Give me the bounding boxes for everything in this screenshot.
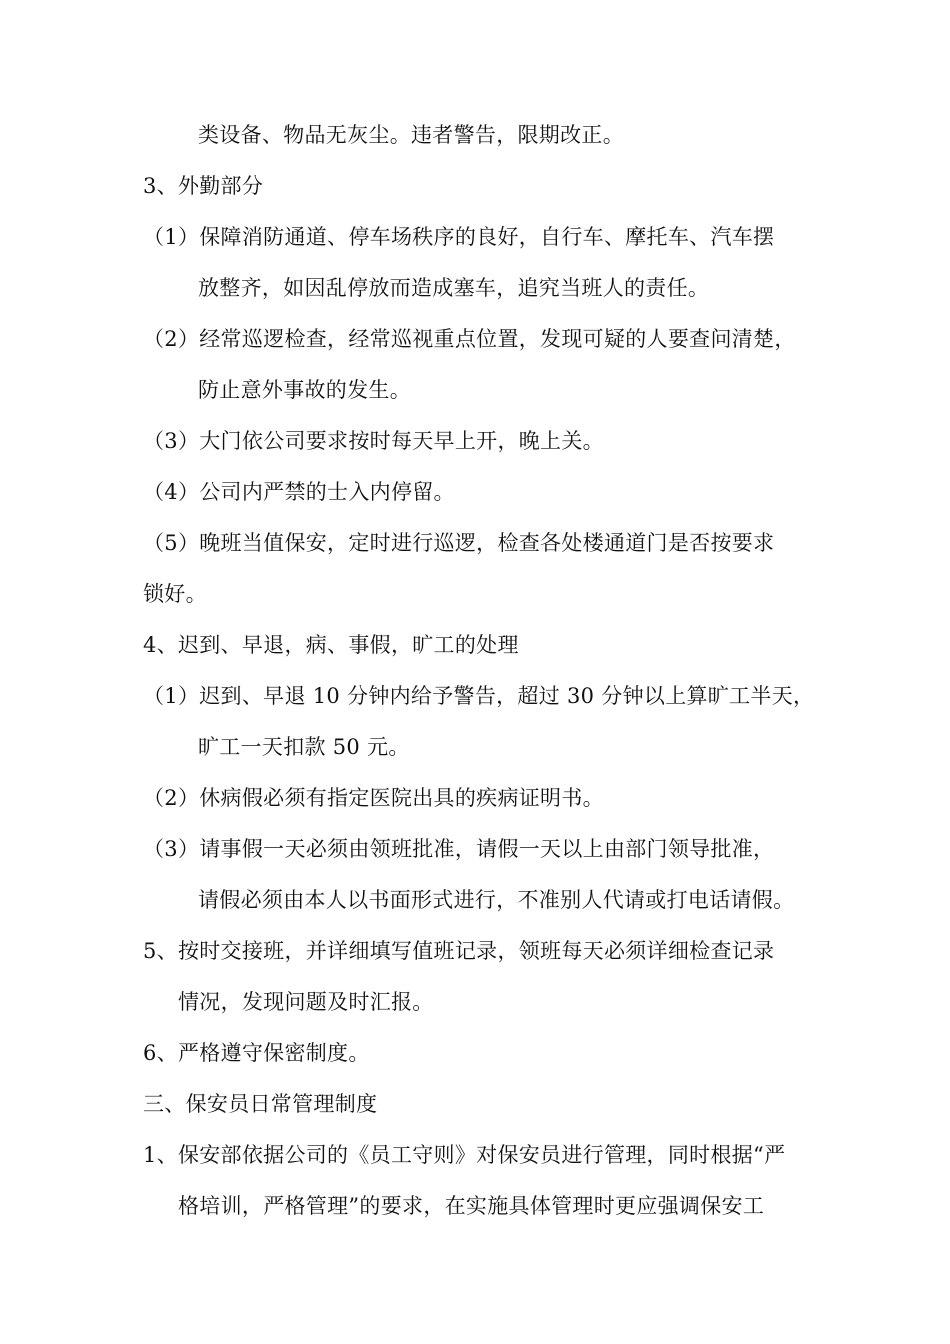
text-line: 格培训，严格管理”的要求，在实施具体管理时更应强调保安工 bbox=[178, 1194, 765, 1218]
section-heading: 6、严格遵守保密制度。 bbox=[143, 1041, 370, 1065]
list-item: （5）晚班当值保安，定时进行巡逻，检查各处楼通道门是否按要求 bbox=[143, 531, 775, 555]
list-item: （1）迟到、早退 10 分钟内给予警告，超过 30 分钟以上算旷工半天， bbox=[143, 684, 815, 708]
list-item: （1）保障消防通道、停车场秩序的良好，自行车、摩托车、汽车摆 bbox=[143, 225, 775, 249]
list-item: （3）大门依公司要求按时每天早上开，晚上关。 bbox=[143, 429, 604, 453]
section-heading: 5、按时交接班，并详细填写值班记录，领班每天必须详细检查记录 bbox=[143, 939, 775, 963]
text-line: 防止意外事故的发生。 bbox=[198, 378, 411, 402]
text-line: 锁好。 bbox=[143, 582, 207, 606]
text-line: 旷工一天扣款 50 元。 bbox=[198, 735, 410, 759]
section-heading: 1、保安部依据公司的《员工守则》对保安员进行管理，同时根据“严 bbox=[143, 1143, 786, 1167]
text-line: 情况，发现问题及时汇报。 bbox=[178, 990, 434, 1014]
chapter-heading: 三、保安员日常管理制度 bbox=[143, 1092, 378, 1116]
section-heading: 3、外勤部分 bbox=[143, 174, 264, 198]
list-item: （3）请事假一天必须由领班批准，请假一天以上由部门领导批准， bbox=[143, 837, 775, 861]
text-line: 类设备、物品无灰尘。违者警告，限期改正。 bbox=[198, 123, 624, 147]
section-heading: 4、迟到、早退，病、事假，旷工的处理 bbox=[143, 633, 519, 657]
list-item: （2）经常巡逻检查，经常巡视重点位置，发现可疑的人要查问清楚， bbox=[143, 327, 796, 351]
list-item: （2）休病假必须有指定医院出具的疾病证明书。 bbox=[143, 786, 604, 810]
text-line: 请假必须由本人以书面形式进行，不准别人代请或打电话请假。 bbox=[198, 888, 795, 912]
text-line: 放整齐，如因乱停放而造成塞车，追究当班人的责任。 bbox=[198, 276, 710, 300]
list-item: （4）公司内严禁的士入内停留。 bbox=[143, 480, 455, 504]
